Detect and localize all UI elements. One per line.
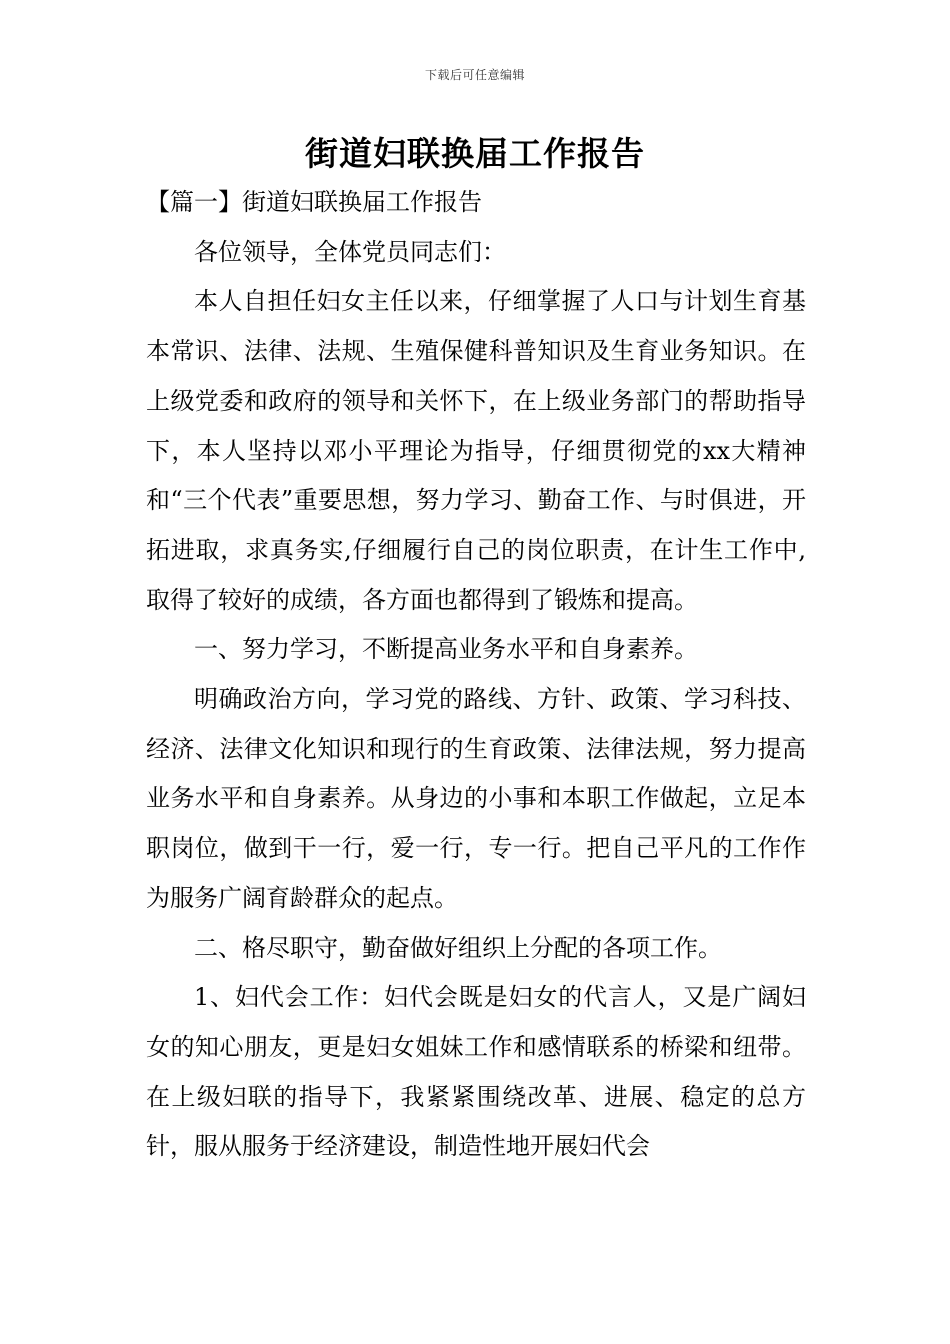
section-label: 【篇一】街道妇联换届工作报告	[146, 188, 482, 216]
header-note: 下载后可任意编辑	[424, 68, 525, 82]
document-body	[146, 178, 806, 1172]
heading-one-paragraph: 一、努力学习，不断提高业务水平和自身素养。	[194, 635, 698, 664]
heading-two-paragraph: 二、格尽职守，勤奋做好组织上分配的各项工作。	[194, 933, 722, 962]
salutation-paragraph: 各位领导，全体党员同志们：	[194, 237, 506, 266]
study-paragraph: 明确政治方向，学习党的路线、方针、政策、学习科技、经济、法律文化知识和现行的生育政策、法律法规，努力提高业务水平和自身素养。从身边的小事和本职工作做起，立足本职岗位，做到干一行，爱一行，专一行。把自己平凡的工作作为服务广阔育龄群众的起点。	[146, 685, 806, 912]
document-title: 街道妇联换届工作报告	[305, 134, 645, 173]
womens-congress-paragraph: 1、妇代会工作：妇代会既是妇女的代言人，又是广阔妇女的知心朋友，更是妇女姐妹工作和感情联系的桥梁和纽带。在上级妇联的指导下，我紧紧围绕改革、进展、稳定的总方针，服从服务于经济建设，制造性地开展妇代会	[146, 983, 806, 1161]
intro-paragraph: 本人自担任妇女主任以来，仔细掌握了人口与计划生育基本常识、法律、法规、生殖保健科普知识及生育业务知识。在上级党委和政府的领导和关怀下，在上级业务部门的帮助指导下，本人坚持以邓小平理论为指导，仔细贯彻党的xx大精神和“三个代表”重要思想，努力学习、勤奋工作、与时俱进，开拓进取，求真务实,仔细履行自己的岗位职责，在计生工作中,取得了较好的成绩，各方面也都得到了锻炼和提高。	[146, 287, 806, 614]
